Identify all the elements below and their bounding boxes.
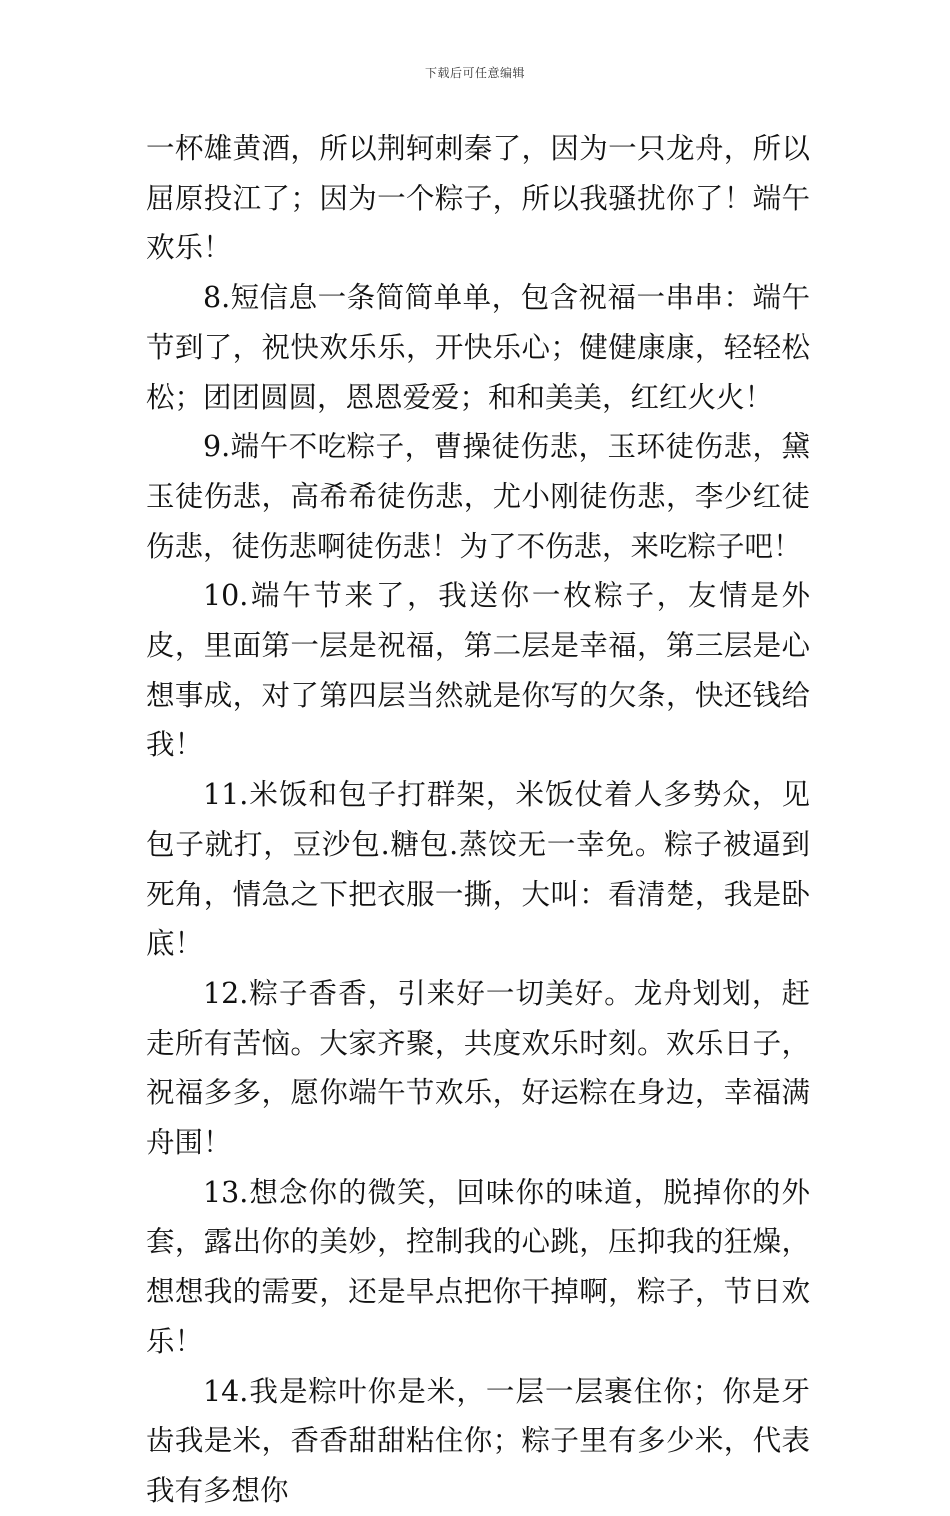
- paragraph-12: 12.粽子香香，引来好一切美好。龙舟划划，赶走所有苦恼。大家齐聚，共度欢乐时刻。欢乐日子，祝福多多，愿你端午节欢乐，好运粽在身边，幸福满舟围！: [146, 976, 810, 1160]
- document-body: [146, 124, 810, 1516]
- paragraph-14: 14.我是粽叶你是米，一层一层裹住你；你是牙齿我是米，香香甜甜粘住你；粽子里有多少米，代表我有多想你: [146, 1374, 810, 1507]
- page-header: 下载后可任意编辑: [424, 66, 525, 80]
- paragraph-continued: 一杯雄黄酒，所以荆轲刺秦了，因为一只龙舟，所以屈原投江了；因为一个粽子，所以我骚扰你了！端午欢乐！: [146, 132, 810, 265]
- paragraph-13: 13.想念你的微笑，回味你的味道，脱掉你的外套，露出你的美妙，控制我的心跳，压抑我的狂燥，想想我的需要，还是早点把你干掉啊，粽子，节日欢乐！: [146, 1175, 810, 1358]
- paragraph-11: 11.米饭和包子打群架，米饭仗着人多势众，见包子就打，豆沙包.糖包.蒸饺无一幸免。粽子被逼到死角，情急之下把衣服一撕，大叫：看清楚，我是卧底！: [146, 778, 810, 961]
- paragraph-8: 8.短信息一条简简单单，包含祝福一串串：端午节到了，祝快欢乐乐，开快乐心；健健康康，轻轻松松；团团圆圆，恩恩爱爱；和和美美，红红火火！: [146, 281, 810, 414]
- paragraph-9: 9.端午不吃粽子，曹操徒伤悲，玉环徒伤悲，黛玉徒伤悲，高希希徒伤悲，尤小刚徒伤悲，李少红徒伤悲，徒伤悲啊徒伤悲！为了不伤悲，来吃粽子吧！: [146, 430, 810, 563]
- paragraph-10: 10.端午节来了，我送你一枚粽子，友情是外皮，里面第一层是祝福，第二层是幸福，第三层是心想事成，对了第四层当然就是你写的欠条，快还钱给我！: [146, 579, 810, 762]
